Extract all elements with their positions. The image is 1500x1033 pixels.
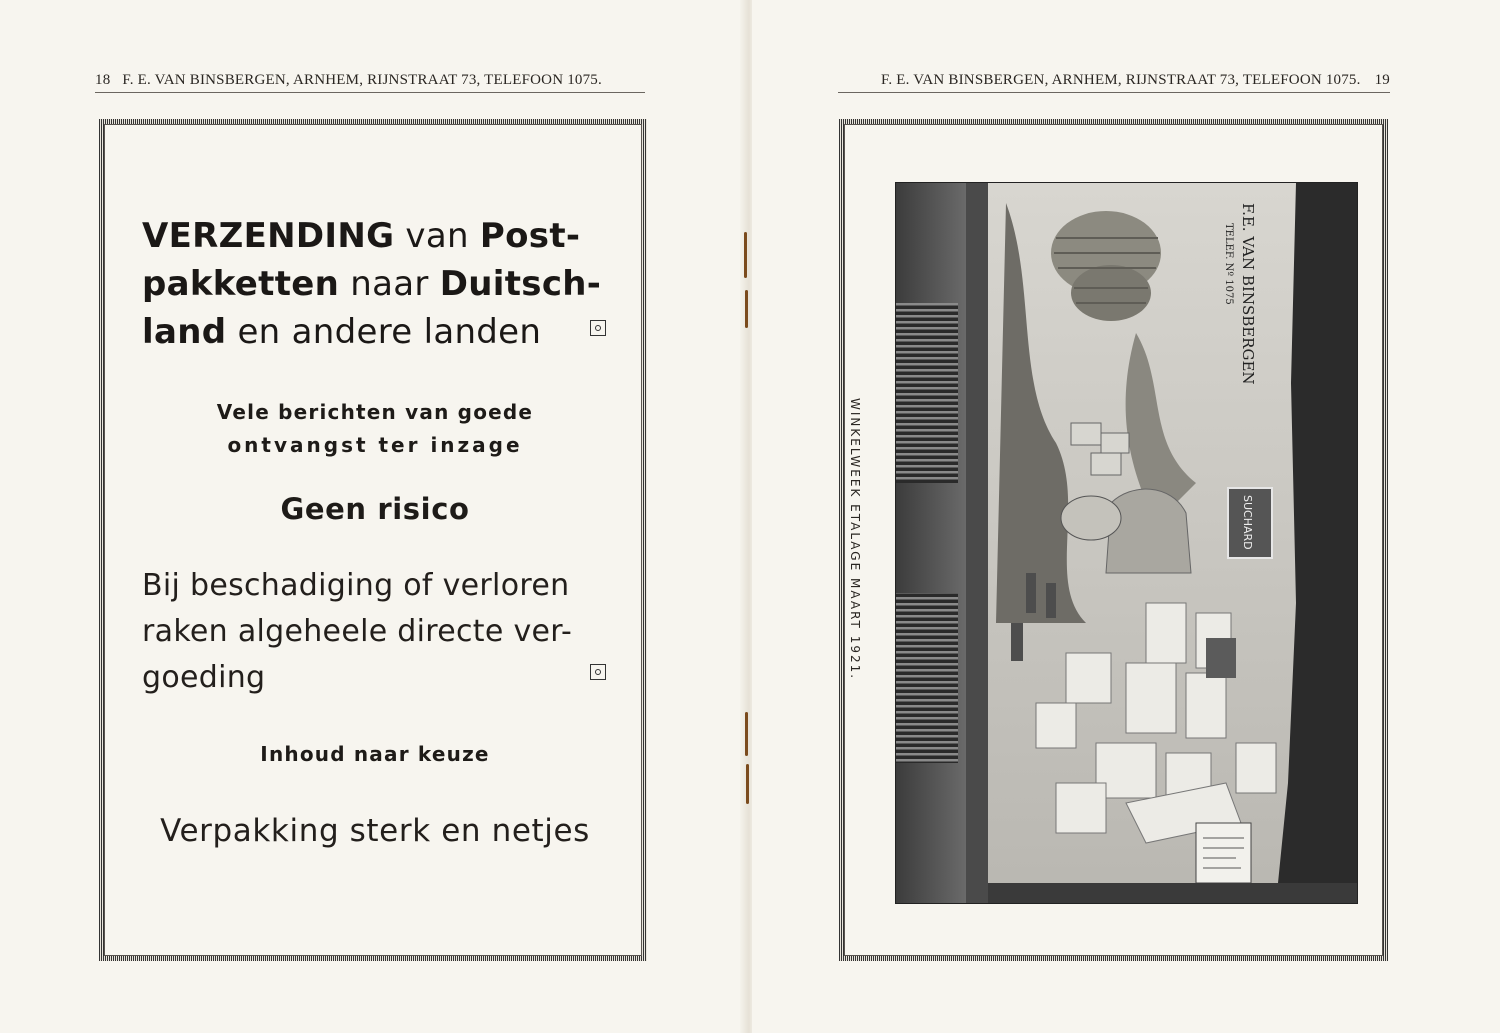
- binding-stitch: [746, 764, 749, 804]
- page-number-right: 19: [1374, 72, 1390, 88]
- framed-picture: [1206, 638, 1236, 678]
- beschadiging-line: goeding: [142, 660, 266, 695]
- left-page: [0, 0, 748, 1033]
- berichten-line: ontvangst ter inzage: [227, 433, 523, 457]
- running-head-left: [95, 72, 645, 93]
- headline-word: land: [142, 312, 227, 352]
- ad-berichten: [142, 396, 608, 462]
- headline-word: Post-: [479, 216, 581, 256]
- binding-stitch: [745, 712, 748, 756]
- ad-headline: [142, 212, 612, 356]
- headline-word: Duitsch-: [439, 264, 602, 304]
- wall-grille: [896, 593, 958, 763]
- ornament-square-icon: [590, 664, 606, 680]
- ad-inhoud: Inhoud naar keuze: [260, 742, 490, 766]
- photo-caption: WINKELWEEK ETALAGE MAART 1921.: [848, 398, 862, 681]
- page-number-left: 18: [95, 72, 111, 88]
- running-head-right: [838, 72, 1390, 93]
- beschadiging-line: raken algeheele directe ver-: [142, 614, 573, 649]
- ad-beschadiging: [142, 563, 612, 701]
- wall-column: [896, 183, 966, 903]
- brand-sign: [1228, 488, 1272, 558]
- binding-stitch: [745, 290, 748, 328]
- display-bowl: [1061, 496, 1121, 540]
- beschadiging-line: Bij beschadiging of verloren: [142, 568, 570, 603]
- running-head-text-right: F. E. VAN BINSBERGEN, ARNHEM, RIJNSTRAAT 73, TELEFOON 1075.: [881, 72, 1361, 88]
- headline-word: pakketten: [142, 264, 340, 304]
- headline-word: naar: [339, 264, 440, 304]
- wall-grille: [896, 303, 958, 483]
- ornament-square-icon: [590, 320, 606, 336]
- shop-window-photo: [895, 182, 1358, 904]
- window-sill: [988, 883, 1357, 903]
- binding-stitch: [744, 232, 747, 278]
- svg-text:SUCHARD: SUCHARD: [1241, 495, 1254, 550]
- headline-word: van: [394, 216, 480, 256]
- ad-verpakking: Verpakking sterk en netjes: [160, 813, 590, 849]
- headline-word: en andere landen: [226, 312, 542, 352]
- running-head-text-left: F. E. VAN BINSBERGEN, ARNHEM, RIJNSTRAAT 73, TELEFOON 1075.: [122, 72, 602, 88]
- headline-word: VERZENDING: [142, 216, 395, 256]
- svg-text:TELEF. Nº 1075: TELEF. Nº 1075: [1223, 223, 1234, 305]
- price-card: [1196, 823, 1251, 883]
- glass-dome: [1106, 489, 1191, 573]
- ad-risico: Geen risico: [280, 492, 470, 526]
- svg-text:F.E. VAN BINSBERGEN: F.E. VAN BINSBERGEN: [1239, 203, 1257, 385]
- berichten-line: Vele berichten van goede: [216, 400, 534, 424]
